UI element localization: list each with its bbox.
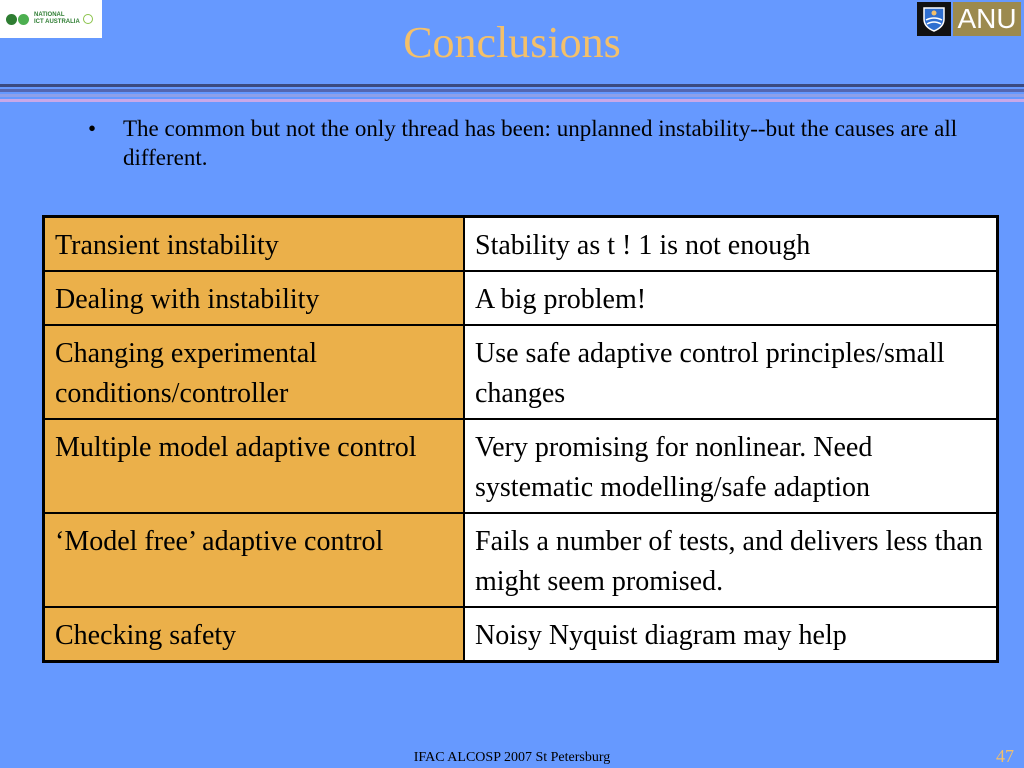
table-cell-comment: Fails a number of tests, and delivers less than might seem promised.: [464, 513, 998, 607]
nicta-logo-line1: NATIONAL: [34, 12, 65, 18]
nicta-logo-line2: ICT AUSTRALIA: [34, 19, 80, 25]
anu-crest-icon: [917, 2, 951, 36]
table-cell-comment: Use safe adaptive control principles/small changes: [464, 325, 998, 419]
table-cell-topic: Dealing with instability: [44, 271, 465, 325]
table-row: [44, 217, 998, 272]
table-cell-topic: Changing experimental conditions/controller: [44, 325, 465, 419]
table-row: [44, 419, 998, 513]
table-cell-comment: A big problem!: [464, 271, 998, 325]
anu-logo: [917, 2, 1021, 36]
table-cell-comment: Stability as t ! 1 is not enough: [464, 217, 998, 272]
title-rule-lines: [0, 84, 1024, 104]
bullet-item: [88, 114, 978, 172]
table-row: [44, 607, 998, 662]
slide-title: Conclusions: [403, 18, 621, 67]
table-cell-topic: Multiple model adaptive control: [44, 419, 465, 513]
conclusions-table: [42, 215, 999, 663]
table-row: [44, 513, 998, 607]
table-cell-topic: ‘Model free’ adaptive control: [44, 513, 465, 607]
table-row: [44, 325, 998, 419]
table-cell-topic: Transient instability: [44, 217, 465, 272]
table-cell-comment: Noisy Nyquist diagram may help: [464, 607, 998, 662]
table-row: [44, 271, 998, 325]
bullet-mark: •: [88, 116, 97, 141]
anu-logo-text: ANU: [953, 2, 1021, 36]
table-cell-topic: Checking safety: [44, 607, 465, 662]
page-number: 47: [996, 746, 1014, 766]
bullet-text: The common but not the only thread has been: unplanned instability--but the causes are all different.: [123, 116, 958, 170]
table-cell-comment: Very promising for nonlinear. Need systematic modelling/safe adaption: [464, 419, 998, 513]
footer-text: IFAC ALCOSP 2007 St Petersburg: [413, 750, 611, 765]
